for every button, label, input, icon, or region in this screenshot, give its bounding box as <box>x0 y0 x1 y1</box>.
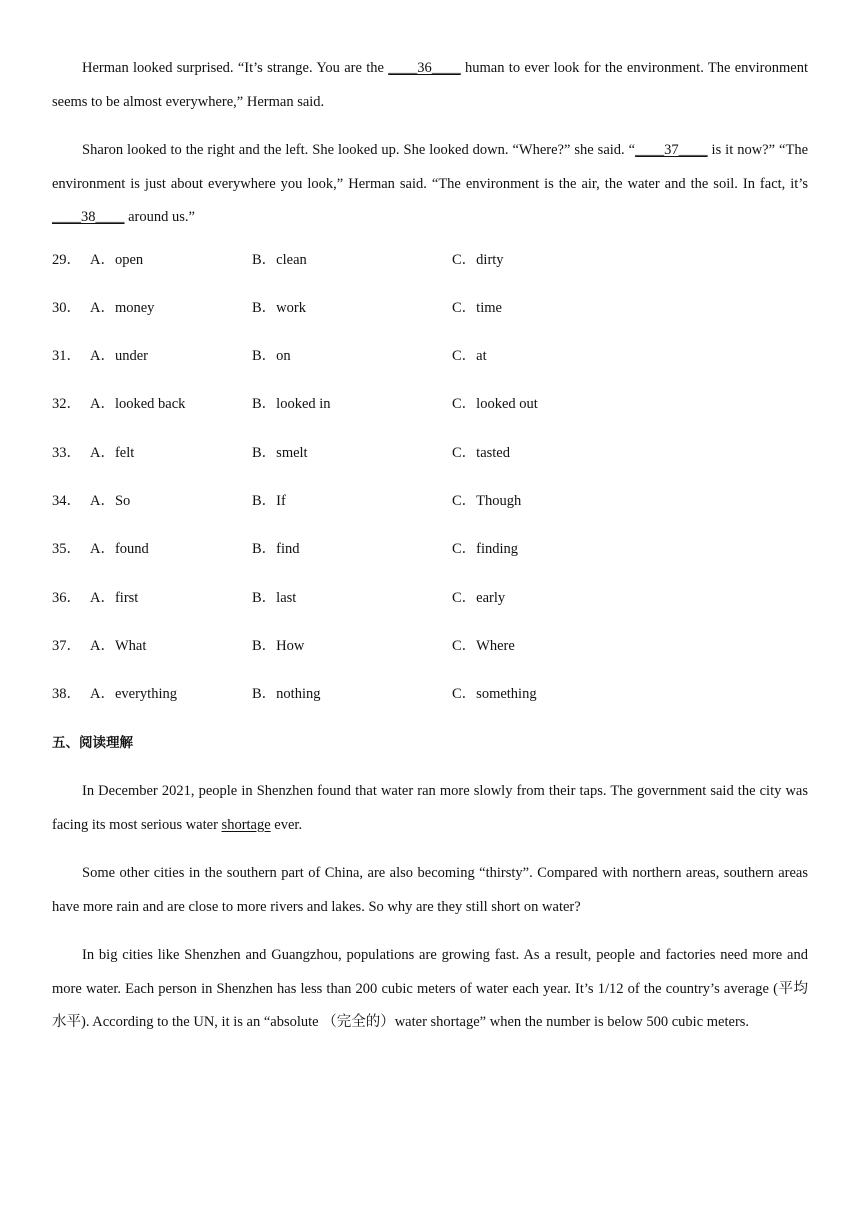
question-number: 32． <box>52 396 81 413</box>
option-a: A．felt <box>90 444 135 461</box>
question-number: 30． <box>52 299 81 316</box>
question-number: 33． <box>52 444 81 461</box>
option-c: C．dirty <box>452 251 504 268</box>
question-list <box>52 243 808 726</box>
option-b: B．clean <box>252 251 307 268</box>
question-number: 29． <box>52 251 81 268</box>
option-b: B．work <box>252 299 306 316</box>
option-a: A．first <box>90 589 139 606</box>
option-c: C．tasted <box>452 444 510 461</box>
option-b: B．How <box>252 637 305 654</box>
option-c: C．something <box>452 686 537 703</box>
question-number: 34． <box>52 492 81 509</box>
question-row <box>52 677 808 725</box>
option-c: C．at <box>452 348 487 365</box>
blank-37: ____37____ <box>635 142 708 158</box>
paragraph-text: In December 2021, people in Shenzhen found that water ran more slowly from their taps. The government said the city was facing its most serious water <box>52 783 808 833</box>
option-b: B．nothing <box>252 686 321 703</box>
question-number: 38． <box>52 686 81 703</box>
section-heading: 五、阅读理解 <box>52 735 133 752</box>
option-b: B．looked in <box>252 396 331 413</box>
question-number: 35． <box>52 541 81 558</box>
option-b: B．on <box>252 348 291 365</box>
paragraph-text: Sharon looked to the right and the left. She looked up. She looked down. “Where?” she said. “ <box>82 142 636 158</box>
question-row <box>52 436 808 484</box>
option-a: A．found <box>90 541 149 558</box>
paragraph-text: ever. <box>270 816 303 833</box>
reading-paragraph-1 <box>52 775 808 842</box>
option-c: C．looked out <box>452 396 538 413</box>
passage-paragraph-2 <box>52 134 808 235</box>
option-a: A．open <box>90 251 144 268</box>
paragraph-text: human to ever look for the environment. The environment seems to be almost everywhere,” Herman said. <box>52 60 808 110</box>
underlined-word: shortage <box>221 816 271 833</box>
blank-38: ____38____ <box>52 209 125 225</box>
option-a: A．everything <box>90 686 177 703</box>
question-row <box>52 484 808 532</box>
option-b: B．last <box>252 589 297 606</box>
question-row <box>52 291 808 339</box>
question-row <box>52 339 808 387</box>
option-c: C．Where <box>452 637 515 654</box>
option-a: A．under <box>90 348 148 365</box>
option-c: C．Though <box>452 492 522 509</box>
question-number: 36． <box>52 589 81 606</box>
reading-paragraph-2: Some other cities in the southern part of China, are also becoming “thirsty”. Compared with northern areas, southern areas have more rain and are close to more rivers and lakes. So why are they still short on water? <box>52 865 808 915</box>
paragraph-text: Herman looked surprised. “It’s strange. You are the <box>82 60 389 76</box>
question-number: 31． <box>52 348 81 365</box>
option-c: C．early <box>452 589 506 606</box>
question-row <box>52 387 808 435</box>
option-a: A．What <box>90 637 147 654</box>
option-c: C．time <box>452 299 502 316</box>
option-b: B．smelt <box>252 444 308 461</box>
question-row <box>52 581 808 629</box>
paragraph-text: is it now?” “The environment is just about everywhere you look,” Herman said. “The environment is the air, the water and the soil. In fact, it’s <box>52 142 809 192</box>
blank-36: ____36____ <box>388 60 461 76</box>
question-row <box>52 243 808 291</box>
option-b: B．find <box>252 541 300 558</box>
option-b: B．If <box>252 492 286 509</box>
question-row <box>52 629 808 677</box>
option-a: A．So <box>90 492 131 509</box>
option-a: A．looked back <box>90 396 186 413</box>
question-row <box>52 532 808 580</box>
option-a: A．money <box>90 299 155 316</box>
reading-paragraph-3: In big cities like Shenzhen and Guangzhou, populations are growing fast. As a result, people and factories need more and more water. Each person in Shenzhen has less than 200 cubic meters of water each year. It’s 1/12 of the country’s average (平均水平). According to the UN, it is an “absolute （完全的）water shortage” when the number is below 500 cubic meters. <box>52 947 808 1031</box>
question-number: 37． <box>52 637 81 654</box>
worksheet-page <box>52 52 808 1040</box>
passage-paragraph-1 <box>52 52 808 119</box>
option-c: C．finding <box>452 541 519 558</box>
paragraph-text: around us.” <box>124 209 195 225</box>
